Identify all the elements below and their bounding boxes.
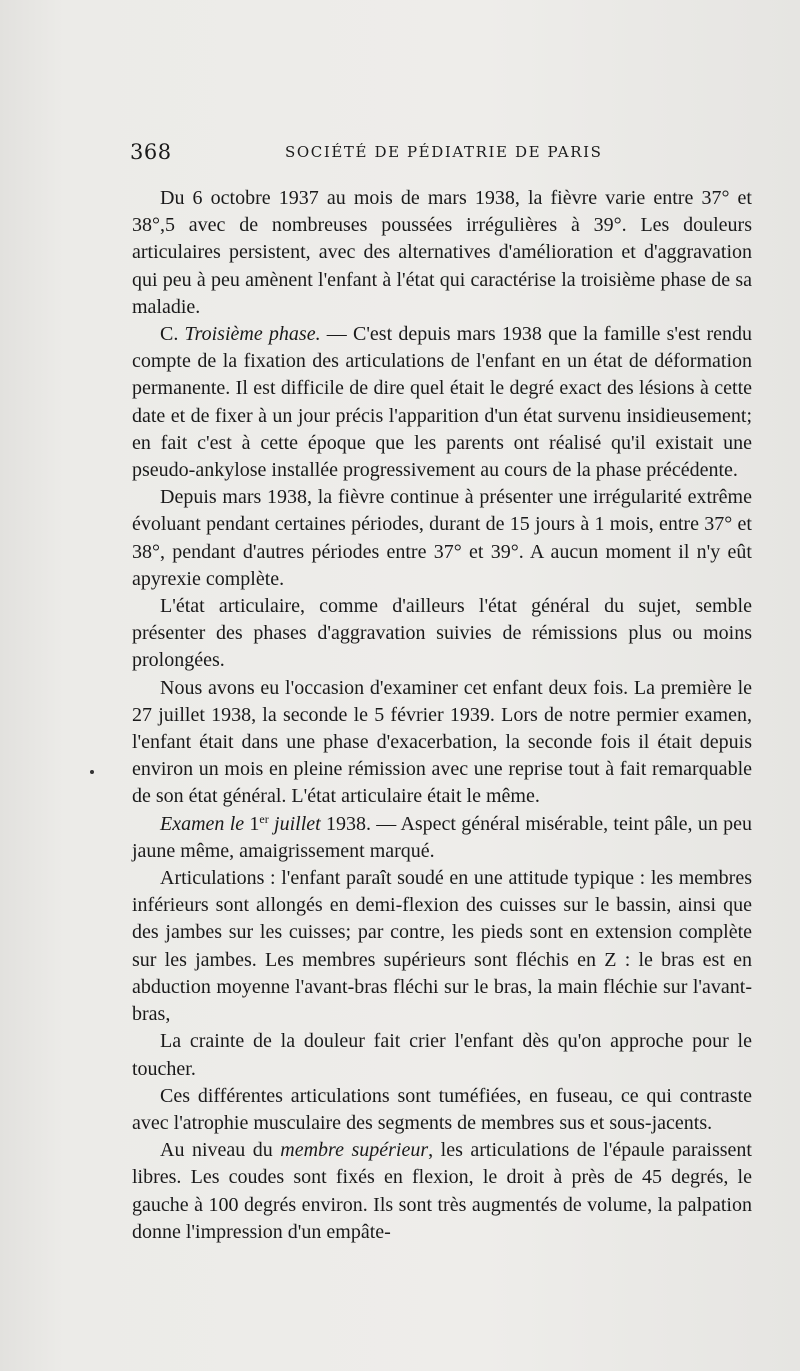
paragraph-articular-state: L'état articulaire, comme d'ailleurs l'état général du sujet, semble présenter des phases d'aggravation suivies de rémissions plus ou moins prolongées. xyxy=(132,595,752,672)
paragraph-articulations: Articulations : l'enfant paraît soudé en une attitude typique : les membres inférieurs sont allongés en demi-flexion des cuisses sur le bassin, ainsi que des jambes sur les cuisses; par contre, les pieds sont en extension complète sur les jambes. Les membres supérieurs sont fléchis en Z : le bras est en abduction moyenne l'avant-bras fléchi sur le bras, la main fléchie sur l'avant-bras, xyxy=(132,867,752,1026)
page-number: 368 xyxy=(130,140,172,164)
paragraph-examinations: Nous avons eu l'occasion d'examiner cet enfant deux fois. La première le 27 juillet 1938, la seconde le 5 février 1939. Lors de notre permier examen, l'enfant était dans une phase d'exacerbation, la seconde fois il était depuis environ un mois en pleine rémission avec une reprise tout à fait remarquable de son état général. L'état articulaire était le même. xyxy=(132,676,752,808)
paragraph-swelling: Ces différentes articulations sont tuméfiées, en fuseau, ce qui contraste avec l'atrophie musculaire des segments de membres sus et sous-jacents. xyxy=(132,1084,752,1134)
exam-day-suffix: er xyxy=(259,811,269,826)
page-header xyxy=(130,140,750,170)
term-upper-limb: membre supérieur xyxy=(280,1139,429,1162)
paragraph-exam-july xyxy=(132,811,752,865)
exam-heading-b: juillet xyxy=(268,812,321,835)
paragraph-text: , les articulations de l'épaule paraissent libres. Les coudes sont fixés en flexion, le droit à près de 45 degrés, le gauche à 100 degrés environ. Ils sont très augmentés de volume, la palpation donne l'impression d'un empâte- xyxy=(132,1139,752,1243)
paragraph-pain: La crainte de la douleur fait crier l'enfant dès qu'on approche pour le toucher. xyxy=(132,1030,752,1080)
running-head: SOCIÉTÉ DE PÉDIATRIE DE PARIS xyxy=(285,143,603,161)
section-letter: C. xyxy=(160,323,185,346)
section-heading-third-phase: Troisième phase. xyxy=(184,323,321,346)
print-speck xyxy=(90,770,94,774)
paragraph-fever-evolution: Du 6 octobre 1937 au mois de mars 1938, la fièvre varie entre 37° et 38°,5 avec de nombreuses poussées irrégulières à 39°. Les douleurs articulaires persistent, avec des alternatives d'amélioration et d'aggravation qui peu à peu amènent l'enfant à l'état qui caractérise la troisième phase de sa maladie. xyxy=(132,187,752,318)
body-text xyxy=(132,185,752,1246)
exam-heading-a: Examen le xyxy=(160,812,245,835)
exam-day: 1 xyxy=(244,812,260,835)
paragraph-text: Au niveau du xyxy=(160,1139,281,1162)
paragraph-text: 1938. — Aspect général misérable, teint pâle, un peu jaune même, amaigrissement marqué. xyxy=(132,812,752,862)
paragraph-upper-limb xyxy=(132,1137,752,1246)
paragraph-text: — C'est depuis mars 1938 que la famille s'est rendu compte de la fixation des articulations de l'enfant en un état de déformation permanente. Il est difficile de dire quel était le degré exact des lésions à cette date et de fixer à un jour précis l'apparition d'un état survenu insidieusement; en fait c'est à cette époque que les parents ont réalisé qu'il existait une pseudo-ankylose installée progressivement au cours de la phase précédente. xyxy=(132,323,752,482)
paragraph-third-phase xyxy=(132,321,752,484)
paragraph-fever-irregularity: Depuis mars 1938, la fièvre continue à présenter une irrégularité extrême évoluant pendant certaines périodes, durant de 15 jours à 1 mois, entre 37° et 38°, pendant d'autres périodes entre 37° et 39°. A aucun moment il n'y eût apyrexie complète. xyxy=(132,486,752,590)
